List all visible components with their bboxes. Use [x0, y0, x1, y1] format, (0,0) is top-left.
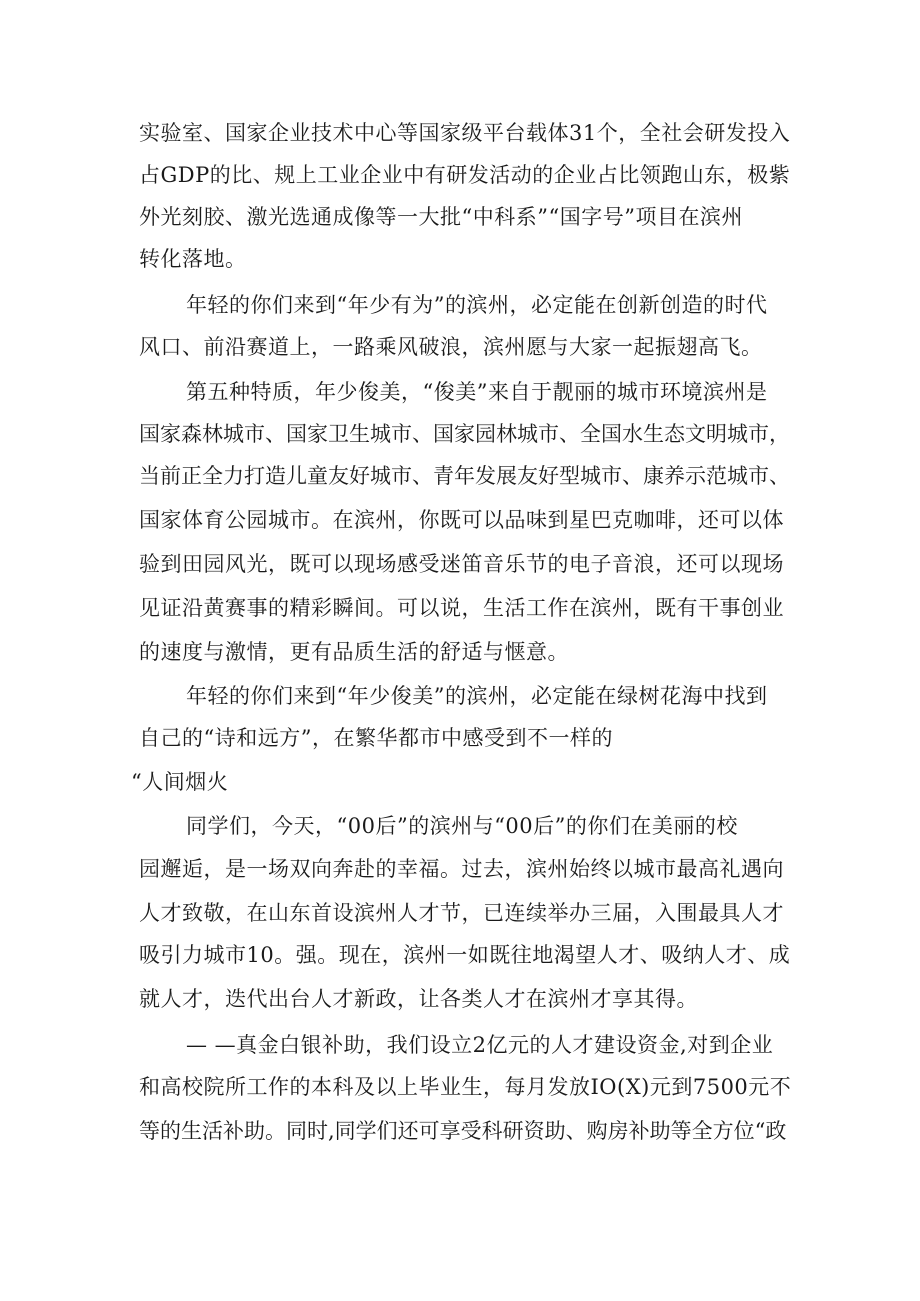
text-line: 国家森林城市、国家卫生城市、国家园林城市、全国水生态文明城市， [139, 422, 790, 446]
text-line: 和高校院所工作的本科及以上毕业生，每月发放IO(X)元到7500元不 [139, 1075, 792, 1099]
text-line: 风口、前沿赛道上，一路乘风破浪，滨州愿与大家一起振翅高飞。 [139, 335, 763, 359]
text-line: 的速度与激情，更有品质生活的舒适与惬意。 [139, 640, 569, 664]
text-line: 占GDP的比、规上工业企业中有研发活动的企业占比领跑山东，极紫 [139, 163, 791, 187]
text-line: 国家体育公园城市。在滨州，你既可以品味到星巴克咖啡，还可以体 [139, 508, 784, 532]
text-line: “人间烟火 [131, 770, 229, 794]
text-line: 园邂逅，是一场双向奔赴的幸福。过去，滨州始终以城市最高礼遇向 [139, 857, 784, 881]
text-line: 当前正全力打造儿童友好城市、青年发展友好型城市、康养示范城市、 [139, 464, 790, 488]
text-line: 就人才，迭代出台人才新政，让各类人才在滨州才享其得。 [139, 987, 698, 1011]
text-line: 见证沿黄赛事的精彩瞬间。可以说，生活工作在滨州，既有干事创业 [139, 596, 784, 620]
text-line: 吸引力城市10。强。现在，滨州一如既往地渴望人才、吸纳人才、成 [139, 943, 791, 967]
text-line: 等的生活补助。同时,同学们还可享受科研资助、购房补助等全方位“政 [139, 1119, 787, 1143]
text-line: 人才致敬，在山东首设滨州人才节，已连续举办三届，入围最具人才 [139, 901, 784, 925]
text-line: 自己的“诗和远方”，在繁华都市中感受到不一样的 [139, 726, 613, 750]
text-line: 年轻的你们来到“年少俊美”的滨州，必定能在绿树花海中找到 [186, 684, 768, 708]
text-line: 同学们，今天，“00后”的滨州与“00后”的你们在美丽的校 [186, 814, 738, 838]
text-line: 实验室、国家企业技术中心等国家级平台载体31个，全社会研发投入 [139, 121, 791, 145]
text-line: 验到田园风光，既可以现场感受迷笛音乐节的电子音浪，还可以现场 [139, 552, 784, 576]
text-line: 第五种特质，年少俊美，“俊美”来自于靓丽的城市环境滨州是 [186, 380, 768, 404]
text-line: 年轻的你们来到“年少有为”的滨州，必定能在创新创造的时代 [186, 293, 768, 317]
text-line: — —真金白银补助，我们设立2亿元的人才建设资金,对到企业 [186, 1033, 774, 1057]
text-line: 转化落地。 [139, 247, 247, 271]
text-line: 外光刻胶、激光选通成像等一大批“中科系”“国字号”项目在滨州 [139, 205, 743, 229]
